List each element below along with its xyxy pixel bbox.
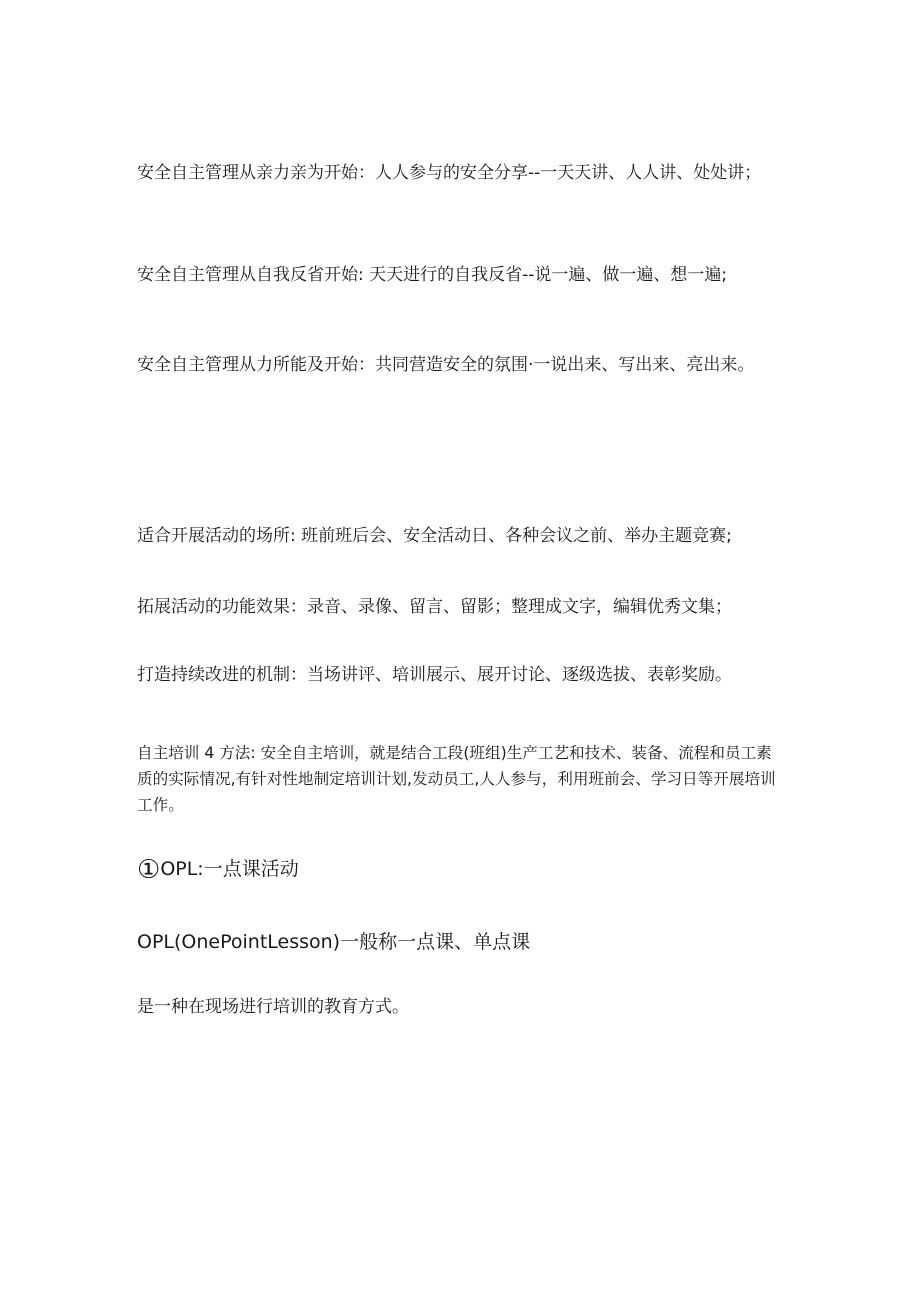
circled-number-one: ① [137,855,161,885]
paragraph-activity-effects: 拓展活动的功能效果：录音、录像、留言、留影；整理成文字，编辑优秀文集； [137,597,732,617]
heading-opl-activity [137,855,787,884]
paragraph-self-management-atmosphere: 安全自主管理从力所能及开始：共同营造安全的氛围·一说出来、写出来、亮出来。 [137,355,755,375]
paragraph-opl-description: 是一种在现场进行培训的教育方式。 [137,997,409,1017]
paragraph-self-management-sharing: 安全自主管理从亲力亲为开始：人人参与的安全分享--一天天讲、人人讲、处处讲； [137,163,762,183]
paragraph-self-training-method: 自主培训 4 方法: 安全自主培训，就是结合工段(班组)生产工艺和技术、装备、流程和员工素质的实际情况,有针对性地制定培训计划,发动员工,人人参与，利用班前会、学习日等开展培训工作。 [137,744,776,814]
paragraph-improvement-mechanism: 打造持续改进的机制：当场讲评、培训展示、展开讨论、逐级选拔、表彰奖励。 [137,665,732,685]
paragraph-self-management-reflection: 安全自主管理从自我反省开始: 天天进行的自我反省--说一遍、做一遍、想一遍; [137,265,728,285]
paragraph-opl-definition: OPL(OnePointLesson)一般称一点课、单点课 [137,931,531,953]
paragraph-activity-venues: 适合开展活动的场所: 班前班后会、安全活动日、各种会议之前、举办主题竞赛; [137,526,732,546]
heading-opl-text: OPL:一点课活动 [160,858,299,880]
